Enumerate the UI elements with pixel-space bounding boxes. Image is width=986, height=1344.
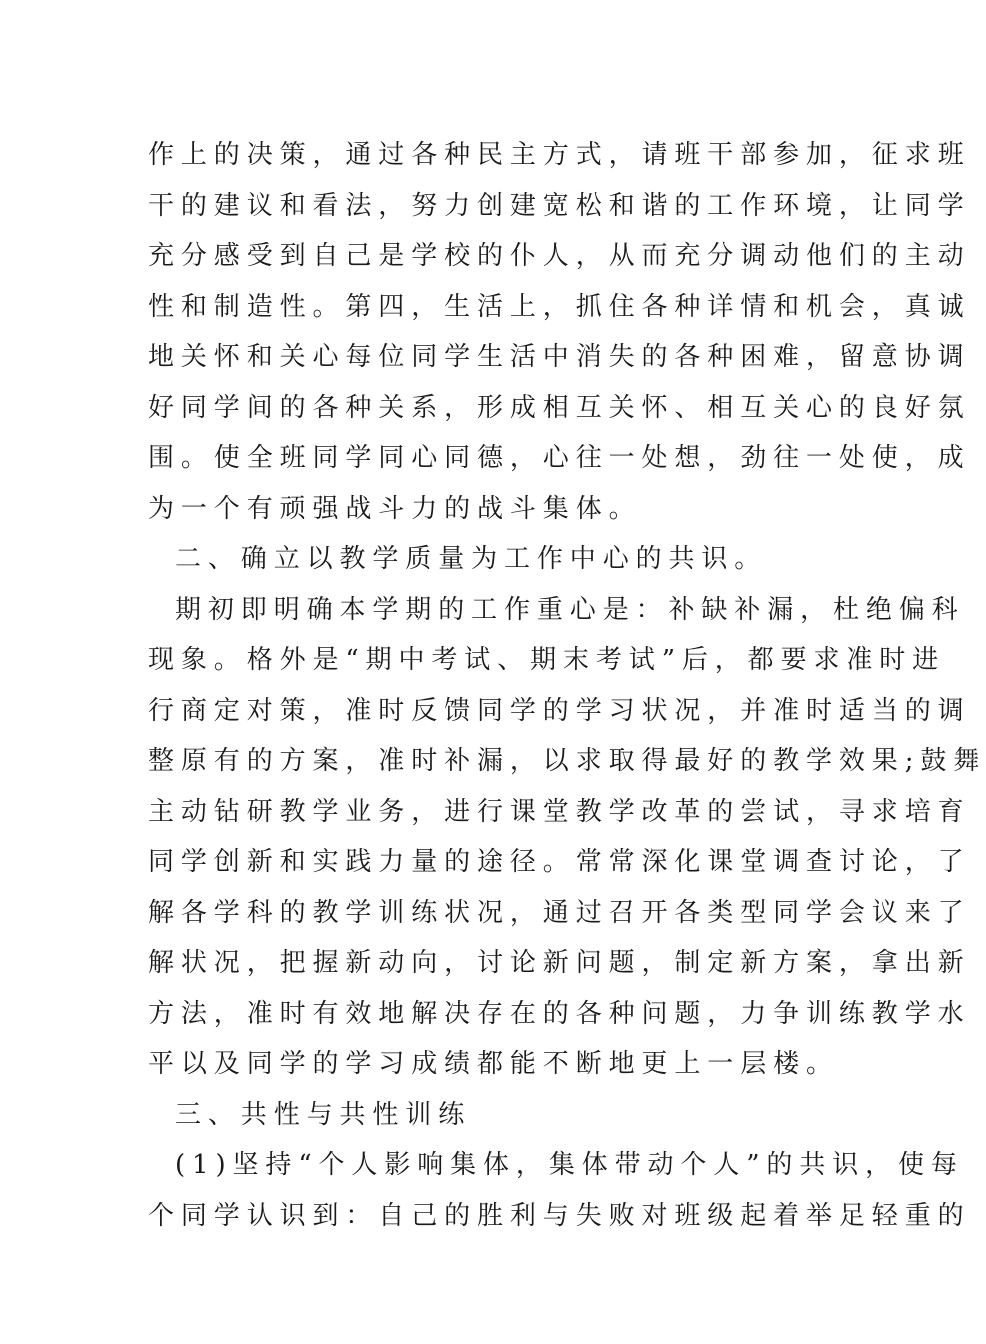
text-line: 平以及同学的学习成绩都能不断地更上一层楼。 [148, 1049, 839, 1079]
section-heading-2: 二、确立以教学质量为工作中心的共识。 [175, 544, 768, 574]
text-line: 整原有的方案，准时补漏，以求取得最好的教学效果;鼓舞 [148, 746, 986, 776]
document-body [148, 130, 986, 1241]
section-heading-3: 三、共性与共性训练 [175, 1099, 472, 1130]
paragraph-start: 期初即明确本学期的工作重心是：补缺补漏，杜绝偏科 [175, 594, 965, 625]
text-line: 围。使全班同学同心同德，心往一处想，劲往一处使，成 [148, 443, 971, 473]
text-line: 个同学认识到：自己的胜利与失败对班级起着举足轻重的 [148, 1200, 971, 1231]
text-line: 现象。格外是“期中考试、期末考试”后，都要求准时进 [148, 645, 946, 675]
text-line: 为一个有顽强战斗力的战斗集体。 [148, 493, 642, 524]
text-line: 解各学科的教学训练状况，通过召开各类型同学会议来了 [148, 897, 971, 928]
text-line: 同学创新和实践力量的途径。常常深化课堂调查讨论，了 [148, 847, 971, 877]
text-line: 充分感受到自己是学校的仆人，从而充分调动他们的主动 [148, 241, 971, 271]
paragraph-start: (1)坚持“个人影响集体，集体带动个人”的共识，使每 [175, 1150, 964, 1180]
text-line: 主动钻研教学业务，进行课堂教学改革的尝试，寻求培育 [148, 796, 971, 827]
text-line: 性和制造性。第四，生活上，抓住各种详情和机会，真诚 [148, 291, 971, 322]
text-line: 作上的决策，通过各种民主方式，请班干部参加，征求班 [148, 140, 971, 170]
text-line: 方法，准时有效地解决存在的各种问题，力争训练教学水 [148, 998, 971, 1029]
text-line: 行商定对策，准时反馈同学的学习状况，并准时适当的调 [148, 695, 971, 726]
text-line: 好同学间的各种关系，形成相互关怀、相互关心的良好氛 [148, 392, 971, 423]
text-line: 地关怀和关心每位同学生活中消失的各种困难，留意协调 [148, 342, 971, 372]
text-line: 解状况，把握新动向，讨论新问题，制定新方案，拿出新 [148, 948, 971, 978]
text-line: 干的建议和看法，努力创建宽松和谐的工作环境，让同学 [148, 190, 971, 221]
